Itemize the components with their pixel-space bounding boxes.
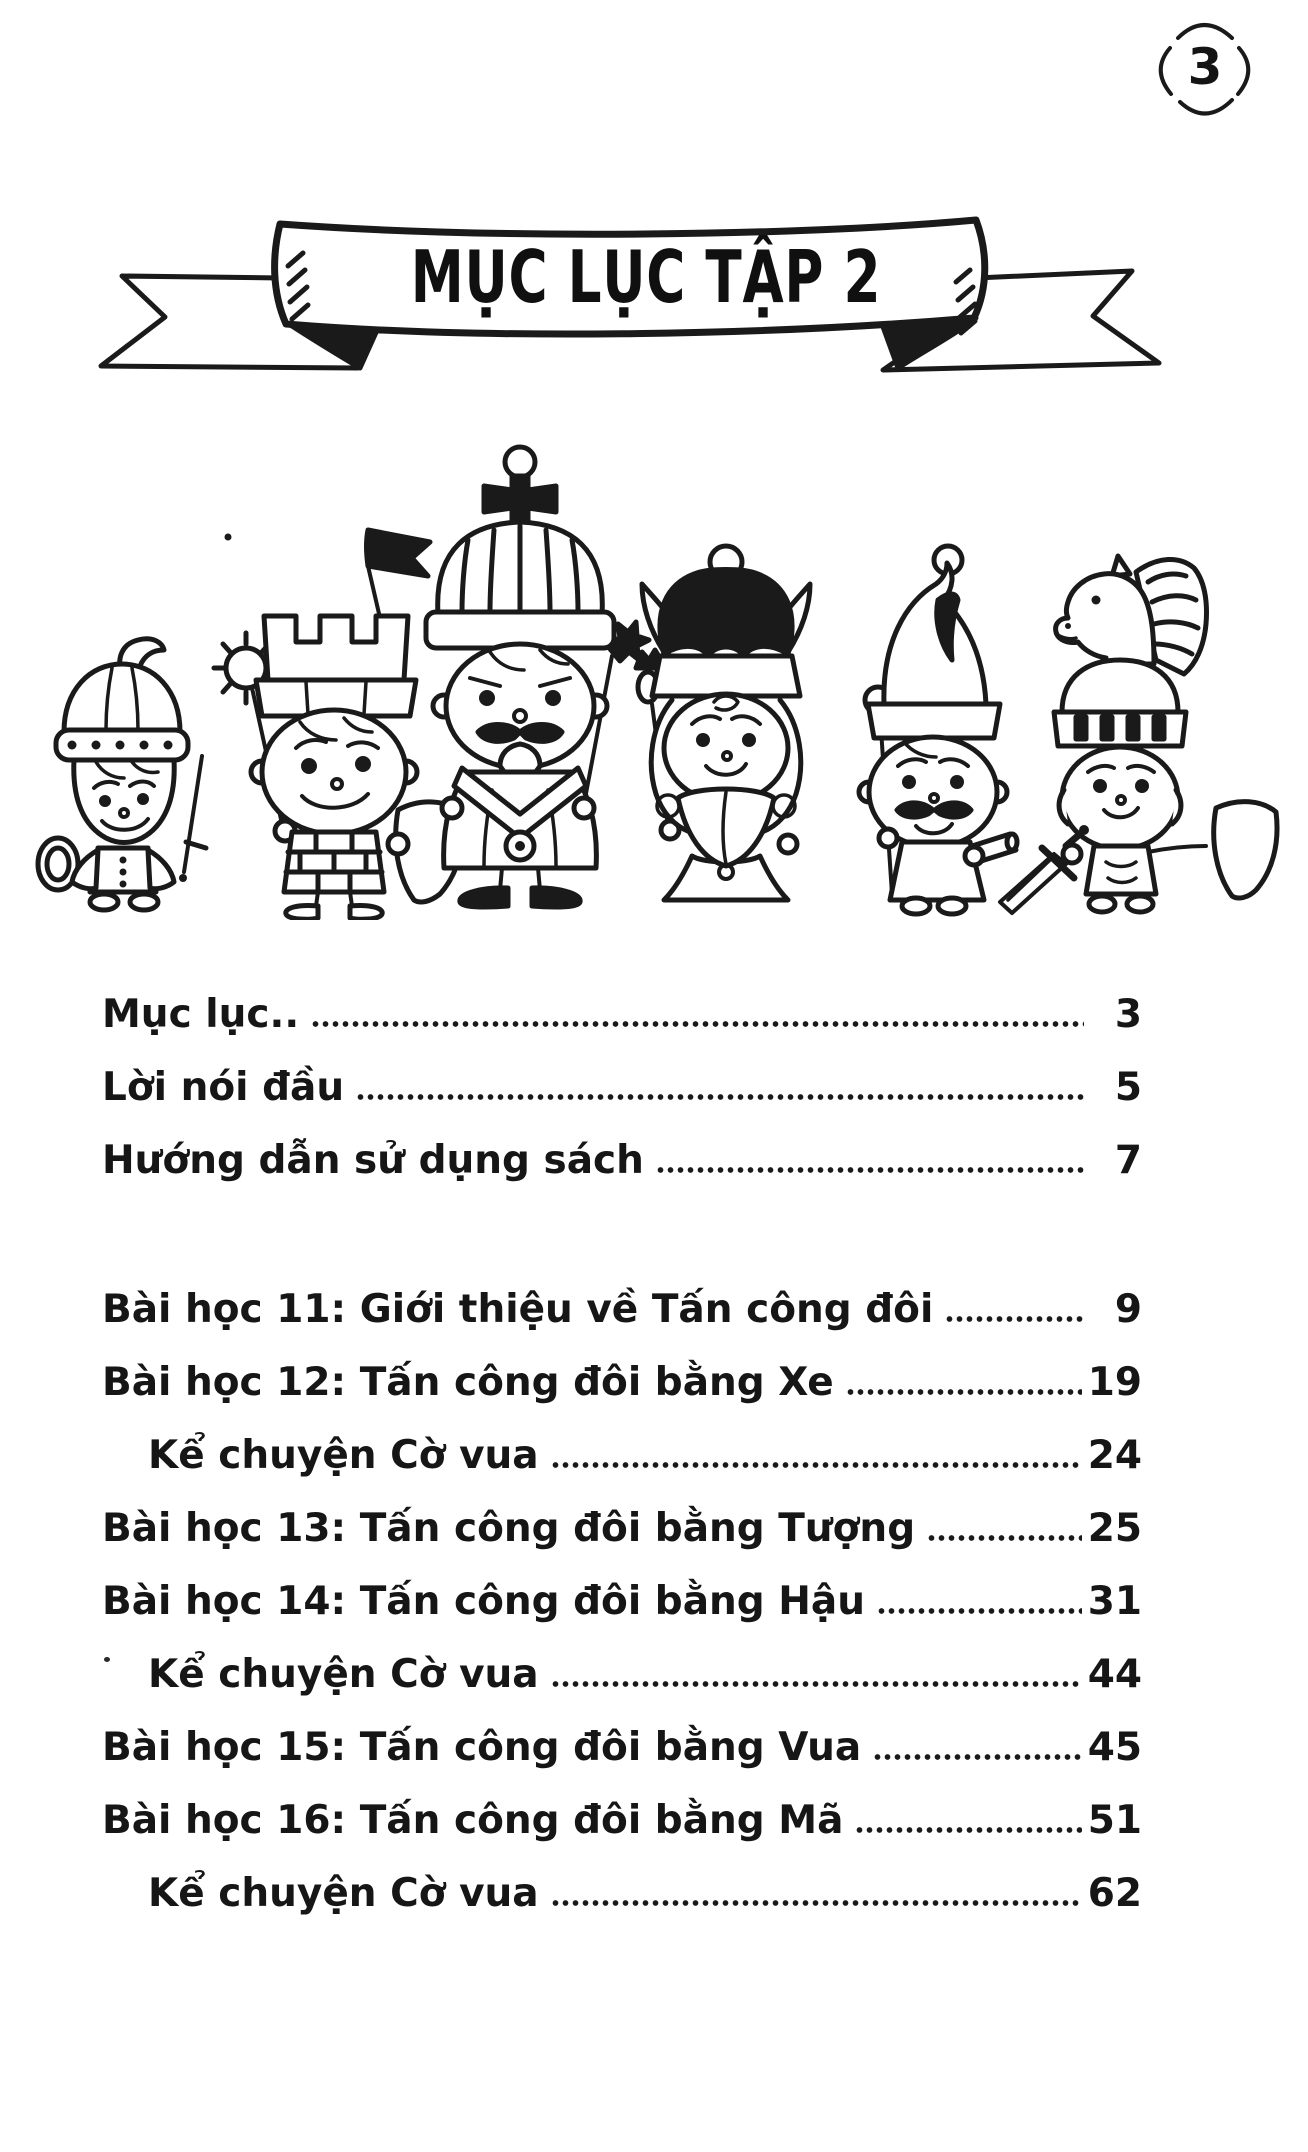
banner-title: MỤC LỤC TẬP 2: [410, 234, 882, 320]
toc-leader-dots: [877, 1606, 1082, 1616]
toc-list: [102, 966, 1142, 1918]
toc-entry-label: Mục lục..: [102, 992, 300, 1038]
toc-entry-page: 19: [1087, 1360, 1142, 1406]
bishop-character: [859, 546, 1017, 914]
toc-entry: [102, 1334, 1142, 1407]
toc-leader-dots: [927, 1533, 1082, 1543]
toc-entry-label: Bài học 15: Tấn công đôi bằng Vua: [102, 1725, 862, 1771]
ink-speck: [104, 1657, 110, 1662]
toc-entry: [102, 1480, 1142, 1553]
toc-entry-page: 9: [1114, 1287, 1142, 1333]
toc-entry: [102, 1407, 1142, 1480]
ink-speck: [225, 534, 232, 541]
toc-entry: [102, 1699, 1142, 1772]
toc-entry-page: 62: [1087, 1871, 1142, 1917]
toc-entry-label: Hướng dẫn sử dụng sách: [102, 1138, 644, 1184]
toc-entry-page: 24: [1087, 1433, 1142, 1479]
rook-character: [214, 530, 463, 919]
toc-leader-dots: [873, 1752, 1082, 1762]
toc-leader-dots: [846, 1387, 1082, 1397]
toc-leader-dots: [356, 1092, 1084, 1102]
toc-entry-label: Kể chuyện Cờ vua: [148, 1871, 539, 1917]
toc-leader-dots: [551, 1460, 1082, 1470]
toc-entry: [102, 1112, 1142, 1185]
chess-characters-illustration: [0, 410, 1308, 920]
page-number-badge: [1138, 2, 1272, 126]
pawn-character: [38, 639, 206, 910]
toc-entry-label: Lời nói đầu: [102, 1065, 345, 1111]
toc-entry: [102, 1261, 1142, 1334]
toc-entry: [102, 1553, 1142, 1626]
knight-character: [1000, 556, 1277, 913]
toc-entry: [102, 1626, 1142, 1699]
toc-entry-page: 5: [1114, 1065, 1142, 1111]
toc-entry-label: Bài học 11: Giới thiệu về Tấn công đôi: [102, 1287, 934, 1333]
toc-entry: [102, 966, 1142, 1039]
toc-entry: [102, 1845, 1142, 1918]
toc-leader-dots: [656, 1165, 1084, 1175]
toc-entry-label: Bài học 12: Tấn công đôi bằng Xe: [102, 1360, 834, 1406]
queen-character: [636, 546, 810, 900]
toc-entry-label: Kể chuyện Cờ vua: [148, 1433, 539, 1479]
toc-entry-page: 31: [1087, 1579, 1142, 1625]
toc-leader-dots: [551, 1679, 1082, 1689]
toc-leader-dots: [311, 1019, 1084, 1029]
toc-entry-page: 25: [1087, 1506, 1142, 1552]
page-number: 3: [1187, 38, 1223, 96]
toc-entry-page: 45: [1087, 1725, 1142, 1771]
toc-leader-dots: [551, 1898, 1082, 1908]
toc-entry-page: 44: [1087, 1652, 1142, 1698]
toc-entry-page: 51: [1087, 1798, 1142, 1844]
toc-entry-label: Bài học 13: Tấn công đôi bằng Tượng: [102, 1506, 916, 1552]
toc-entry-label: Kể chuyện Cờ vua: [148, 1652, 539, 1698]
toc-leader-dots: [945, 1314, 1084, 1324]
toc-entry-label: Bài học 16: Tấn công đôi bằng Mã: [102, 1798, 844, 1844]
toc-entry-page: 7: [1114, 1138, 1142, 1184]
banner-ribbon: [0, 180, 1308, 440]
king-character: [426, 447, 649, 907]
toc-entry-page: 3: [1114, 992, 1142, 1038]
toc-entry: [102, 1039, 1142, 1112]
toc-entry-label: Bài học 14: Tấn công đôi bằng Hậu: [102, 1579, 865, 1625]
toc-leader-dots: [855, 1825, 1081, 1835]
toc-entry: [102, 1772, 1142, 1845]
